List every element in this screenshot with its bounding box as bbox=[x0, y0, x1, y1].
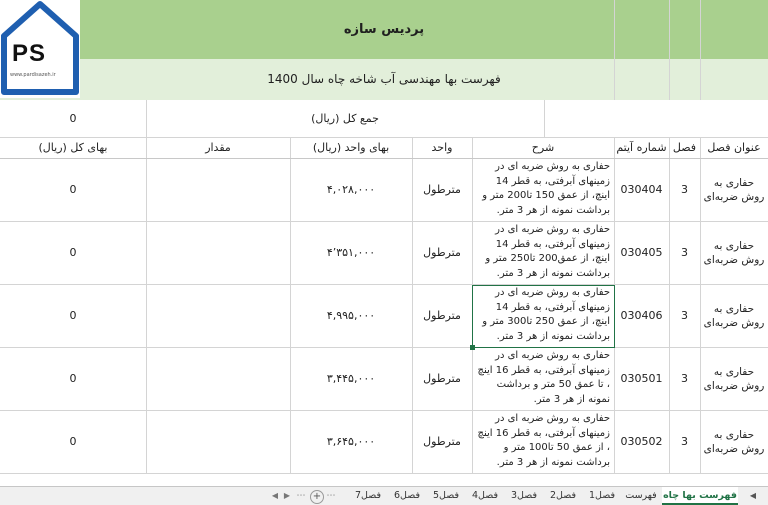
sheet-scroll-left-icon[interactable]: ◀ bbox=[271, 491, 279, 500]
cell-total[interactable]: 0 bbox=[69, 309, 77, 322]
grid-line bbox=[700, 0, 701, 100]
title-banner bbox=[0, 0, 768, 59]
header-chapter: فصل bbox=[672, 141, 697, 154]
cell-unit[interactable]: مترطول bbox=[423, 309, 461, 322]
sheet-tab-chapter1[interactable]: فصل1 bbox=[588, 490, 616, 501]
cell-item-no[interactable]: 030501 bbox=[620, 372, 663, 385]
fill-handle[interactable] bbox=[470, 345, 475, 350]
cell-quantity[interactable] bbox=[146, 348, 290, 410]
sheet-tab-chapter2[interactable]: فصل2 bbox=[549, 490, 577, 501]
cell-unit[interactable]: مترطول bbox=[423, 372, 461, 385]
cell-description[interactable]: حفاری به روش ضربه ای در زمینهای آبرفتی، به قطر 14 اینچ، از عمق 150 تا200 متر و برداشت نمونه از هر 3 متر. bbox=[482, 161, 610, 216]
sheet-tab-index[interactable]: فهرست bbox=[625, 490, 657, 501]
cell-total[interactable]: 0 bbox=[69, 183, 77, 196]
cell-chapter-title[interactable]: حفاری به روش ضربه‌ای bbox=[703, 366, 765, 392]
cell-chapter-title[interactable]: حفاری به روش ضربه‌ای bbox=[703, 177, 765, 203]
sheet-tab-chapter5[interactable]: فصل5 bbox=[432, 490, 460, 501]
sheet-tabs-bar bbox=[0, 486, 768, 505]
subtitle-banner bbox=[0, 59, 768, 100]
cell-description[interactable]: حفاری به روش ضربه ای در زمینهای آبرفتی، به قطر 16 اینچ ، از عمق 50 تا100 متر و برداشت نمونه از هر 3 متر. bbox=[477, 413, 610, 468]
header-total-price: بهای کل (ریال) bbox=[38, 141, 108, 154]
sheet-tabs-menu-icon[interactable]: ⋯ bbox=[296, 491, 306, 501]
table-row bbox=[0, 159, 768, 222]
add-sheet-button[interactable]: + bbox=[310, 490, 324, 504]
cell-chapter-title[interactable]: حفاری به روش ضربه‌ای bbox=[703, 240, 765, 266]
cell-quantity[interactable] bbox=[146, 159, 290, 221]
header-chapter-title: عنوان فصل bbox=[707, 141, 761, 154]
cell-chapter[interactable]: 3 bbox=[681, 183, 688, 196]
sheet-tab-chapter6[interactable]: فصل6 bbox=[393, 490, 421, 501]
cell-description[interactable]: حفاری به روش ضربه ای در زمینهای آبرفتی، به قطر 14 اینچ، از عمق200 تا250 متر و برداشت نمونه از هر 3 متر. bbox=[485, 224, 610, 279]
cell-unit-price[interactable]: ۴٬۳۵۱,۰۰۰ bbox=[326, 246, 376, 259]
cell-total[interactable]: 0 bbox=[69, 372, 77, 385]
header-unit: واحد bbox=[431, 141, 453, 154]
company-title: پردیس سازه bbox=[343, 22, 425, 37]
sheet-tab-chapter4[interactable]: فصل4 bbox=[471, 490, 499, 501]
cell-total[interactable]: 0 bbox=[69, 435, 77, 448]
logo-tagline: www.pardisazeh.ir bbox=[10, 72, 56, 78]
sheet-scroll-right-icon[interactable]: ▶ bbox=[283, 491, 291, 500]
table-header bbox=[0, 138, 768, 159]
sheet-tab-price-list[interactable]: فهرست بها چاه bbox=[662, 487, 738, 505]
cell-item-no[interactable]: 030502 bbox=[620, 435, 663, 448]
cell-quantity[interactable] bbox=[146, 285, 290, 347]
cell-item-no[interactable]: 030406 bbox=[620, 309, 663, 322]
table-row bbox=[0, 411, 768, 474]
cell-description[interactable]: حفاری به روش ضربه ای در زمینهای آبرفتی، به قطر 14 اینچ، از عمق 250 تا300 متر و برداشت نمونه از هر 3 متر. bbox=[482, 287, 610, 342]
cell-chapter[interactable]: 3 bbox=[681, 435, 688, 448]
sheet-tab-chapter3[interactable]: فصل3 bbox=[510, 490, 538, 501]
sheet-tabs-menu-icon[interactable]: ⋯ bbox=[326, 491, 336, 501]
cell-unit-price[interactable]: ۴,۰۲۸,۰۰۰ bbox=[326, 183, 376, 196]
cell-chapter[interactable]: 3 bbox=[681, 246, 688, 259]
grid-line bbox=[614, 0, 615, 100]
table-row bbox=[0, 285, 768, 348]
cell-item-no[interactable]: 030405 bbox=[620, 246, 663, 259]
cell-item-no[interactable]: 030404 bbox=[620, 183, 663, 196]
summary-row bbox=[0, 100, 768, 138]
cell-chapter[interactable]: 3 bbox=[681, 372, 688, 385]
cell-chapter-title[interactable]: حفاری به روش ضربه‌ای bbox=[703, 429, 765, 455]
cell-unit[interactable]: مترطول bbox=[423, 183, 461, 196]
cell-unit-price[interactable]: ۳,۴۴۵,۰۰۰ bbox=[326, 372, 376, 385]
cell-quantity[interactable] bbox=[146, 411, 290, 473]
logo-text: PS bbox=[12, 40, 47, 67]
active-cell-selection bbox=[472, 285, 615, 348]
cell-unit[interactable]: مترطول bbox=[423, 435, 461, 448]
cell-unit[interactable]: مترطول bbox=[423, 246, 461, 259]
sheet-subtitle: فهرست بها مهندسی آب شاخه چاه سال 1400 bbox=[267, 72, 501, 86]
table-row bbox=[0, 222, 768, 285]
cell-unit-price[interactable]: ۴,۹۹۵,۰۰۰ bbox=[326, 309, 376, 322]
cell-total[interactable]: 0 bbox=[69, 246, 77, 259]
header-unit-price: بهای واحد (ریال) bbox=[312, 141, 390, 154]
header-description: شرح bbox=[531, 141, 555, 154]
sheet-tab-chapter7[interactable]: فصل7 bbox=[354, 490, 382, 501]
header-quantity: مقدار bbox=[205, 141, 231, 154]
cell-chapter[interactable]: 3 bbox=[681, 309, 688, 322]
table-row bbox=[0, 348, 768, 411]
cell-quantity[interactable] bbox=[146, 222, 290, 284]
grid-line bbox=[669, 0, 670, 100]
cell-chapter-title[interactable]: حفاری به روش ضربه‌ای bbox=[703, 303, 765, 329]
cell-unit-price[interactable]: ۳,۶۴۵,۰۰۰ bbox=[326, 435, 376, 448]
grand-total-value[interactable]: 0 bbox=[69, 112, 77, 125]
header-item-no: شماره آیتم bbox=[616, 141, 667, 154]
cell-description[interactable]: حفاری به روش ضربه ای در زمینهای آبرفتی، به قطر 16 اینچ ، تا عمق 50 متر و برداشت نمونه از هر 3 متر. bbox=[477, 350, 610, 405]
company-logo bbox=[0, 0, 80, 98]
grand-total-label: جمع کل (ریال) bbox=[311, 112, 379, 125]
sheet-nav-right-icon[interactable]: ◀ bbox=[749, 491, 757, 500]
